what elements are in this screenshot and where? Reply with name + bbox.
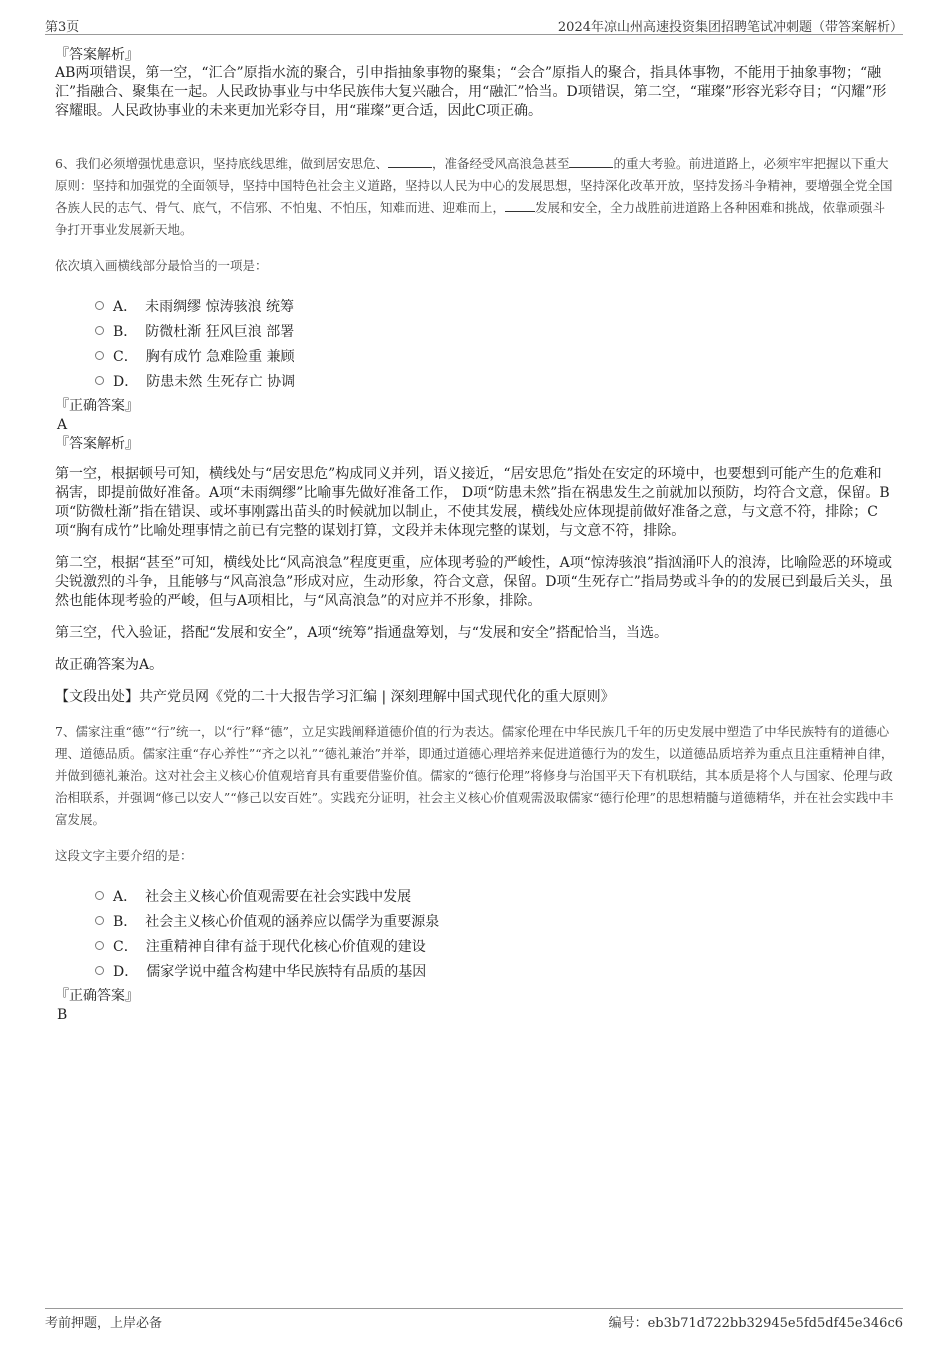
q6-answer: A [57,417,68,433]
page-number: 第3页 [45,20,80,35]
radio-icon[interactable] [95,891,104,900]
q7-options [95,883,895,983]
q7-answer-label: 『正确答案』 [55,988,139,1004]
q6-option-d[interactable]: D． 防患未然 生死存亡 协调 [95,368,895,393]
q6-option-b[interactable]: B． 防微杜渐 狂风巨浪 部署 [95,318,895,343]
document-id: 编号：eb3b71d722bb32945e5fd5df45e346c6 [608,1316,903,1331]
q7-option-d[interactable]: D． 儒家学说中蕴含构建中华民族特有品质的基因 [95,958,895,983]
q5-analysis-label: 『答案解析』 [55,47,139,63]
radio-icon[interactable] [95,376,104,385]
q6-answer-label: 『正确答案』 [55,398,139,414]
q6-options [95,293,895,393]
q7-question: 7、儒家注重“德”“行”统一，以“行”释“德”，立足实践阐释道德价值的行为表达。儒家伦理在中华民族几千年的历史发展中塑造了中华民族特有的道德心理、道德品质。儒家注重“存心养性”“齐之以礼”“德礼兼治”并举，即通过道德心理培养来促进道德行为的发生，以道德品质培养为重点且注重精神自律，并做到德礼兼治。这对社会主义核心价值观培育具有重要借鉴价值。儒家的“德行伦理”将修身与治国平天下有机联结，其本质是将个人与国家、伦理与政治相联系，并强调“修己以安人”“修己以安百姓”。实践充分证明，社会主义核心价值观需汲取儒家“德行伦理”的思想精髓与道德精华，并在社会实践中丰富发展。 [55,724,894,827]
radio-icon[interactable] [95,966,104,975]
radio-icon[interactable] [95,351,104,360]
q6-analysis-label: 『答案解析』 [55,436,139,452]
q6-analysis-p1: 第一空，根据顿号可知，横线处与“居安思危”构成同义并列，语义接近，“居安思危”指处在安定的环境中，也要想到可能产生的危难和祸害，即提前做好准备。A项“未雨绸缪”比喻事先做好准备工作， D项“防患未然”指在祸患发生之前就加以预防，均符合文意，保留。B项“防微杜渐”指在错误、或坏事刚露出苗头的时候就加以制止，不使其发展，横线处应体现提前做好准备之意，与文意不符，排除；C项“胸有成竹”比喻处理事情之前已有完整的谋划打算，文段并未体现完整的谋划，与文意不符，排除。 [55,466,890,539]
radio-icon[interactable] [95,941,104,950]
q7-answer: B [57,1007,68,1023]
q6-option-c[interactable]: C． 胸有成竹 急难险重 兼顾 [95,343,895,368]
q6-prompt: 依次填入画横线部分最恰当的一项是： [55,258,268,273]
q6-analysis-p2: 第二空，根据“甚至”可知，横线处比“风高浪急”程度更重，应体现考验的严峻性，A项“惊涛骇浪”指汹涌吓人的浪涛，比喻险恶的环境或尖锐激烈的斗争，且能够与“风高浪急”形成对应，生动形象，符合文意，保留。D项“生死存亡”指局势或斗争的的发展已到最后关头，虽然也能体现考验的严峻，但与A项相比，与“风高浪急”的对应并不形象，排除。 [55,555,893,609]
q7-option-b[interactable]: B． 社会主义核心价值观的涵养应以儒学为重要源泉 [95,908,895,933]
footer-slogan: 考前押题，上岸必备 [45,1316,163,1331]
fill-blank [569,155,613,168]
q7-option-c[interactable]: C． 注重精神自律有益于现代化核心价值观的建设 [95,933,895,958]
q7-option-a[interactable]: A． 社会主义核心价值观需要在社会实践中发展 [95,883,895,908]
q7-prompt: 这段文字主要介绍的是： [55,848,193,863]
q6-analysis-p4: 故正确答案为A。 [55,657,164,673]
fill-blank [388,155,432,168]
radio-icon[interactable] [95,301,104,310]
page-footer [45,1306,903,1331]
page-header [45,14,903,35]
q6-source: 【文段出处】共产党员网《党的二十大报告学习汇编 | 深刻理解中国式现代化的重大原则》 [55,689,615,705]
q5-analysis-text: AB两项错误，第一空，“汇合”原指水流的聚合，引申指抽象事物的聚集；“会合”原指人的聚合，指具体事物，不能用于抽象事物；“融汇”指融合、聚集在一起。人民政协事业与中华民族伟大复兴融合，用“融汇”恰当。D项错误，第二空，“璀璨”形容光彩夺目；“闪耀”形容耀眼。人民政协事业的未来更加光彩夺目，用“璀璨”更合适，因此C项正确。 [55,65,887,119]
radio-icon[interactable] [95,326,104,335]
radio-icon[interactable] [95,916,104,925]
q6-question: 6、我们必须增强忧患意识，坚持底线思维，做到居安思危、 ，准备经受风高浪急甚至 的重大考验。前进道路上，必须牢牢把握以下重大原则：坚持和加强党的全面领导，坚持中国特色社会主义道路，坚持以人民为中心的发展思想，坚持深化改革开放，坚持发扬斗争精神，要增强全党全国各族人民的志气、骨气、底气，不信邪、不怕鬼、不怕压，知难而进、迎难而上， 发展和安全，全力战胜前进道路上各种困难和挑战，依靠顽强斗争打开事业发展新天地。 [55,156,893,237]
page-content [55,46,895,1025]
fill-blank [505,199,535,212]
q6-analysis-p3: 第三空，代入验证，搭配“发展和安全”，A项“统筹”指通盘筹划，与“发展和安全”搭配恰当，当选。 [55,625,669,641]
document-title: 2024年凉山州高速投资集团招聘笔试冲刺题（带答案解析） [557,20,903,35]
q6-option-a[interactable]: A． 未雨绸缪 惊涛骇浪 统筹 [95,293,895,318]
